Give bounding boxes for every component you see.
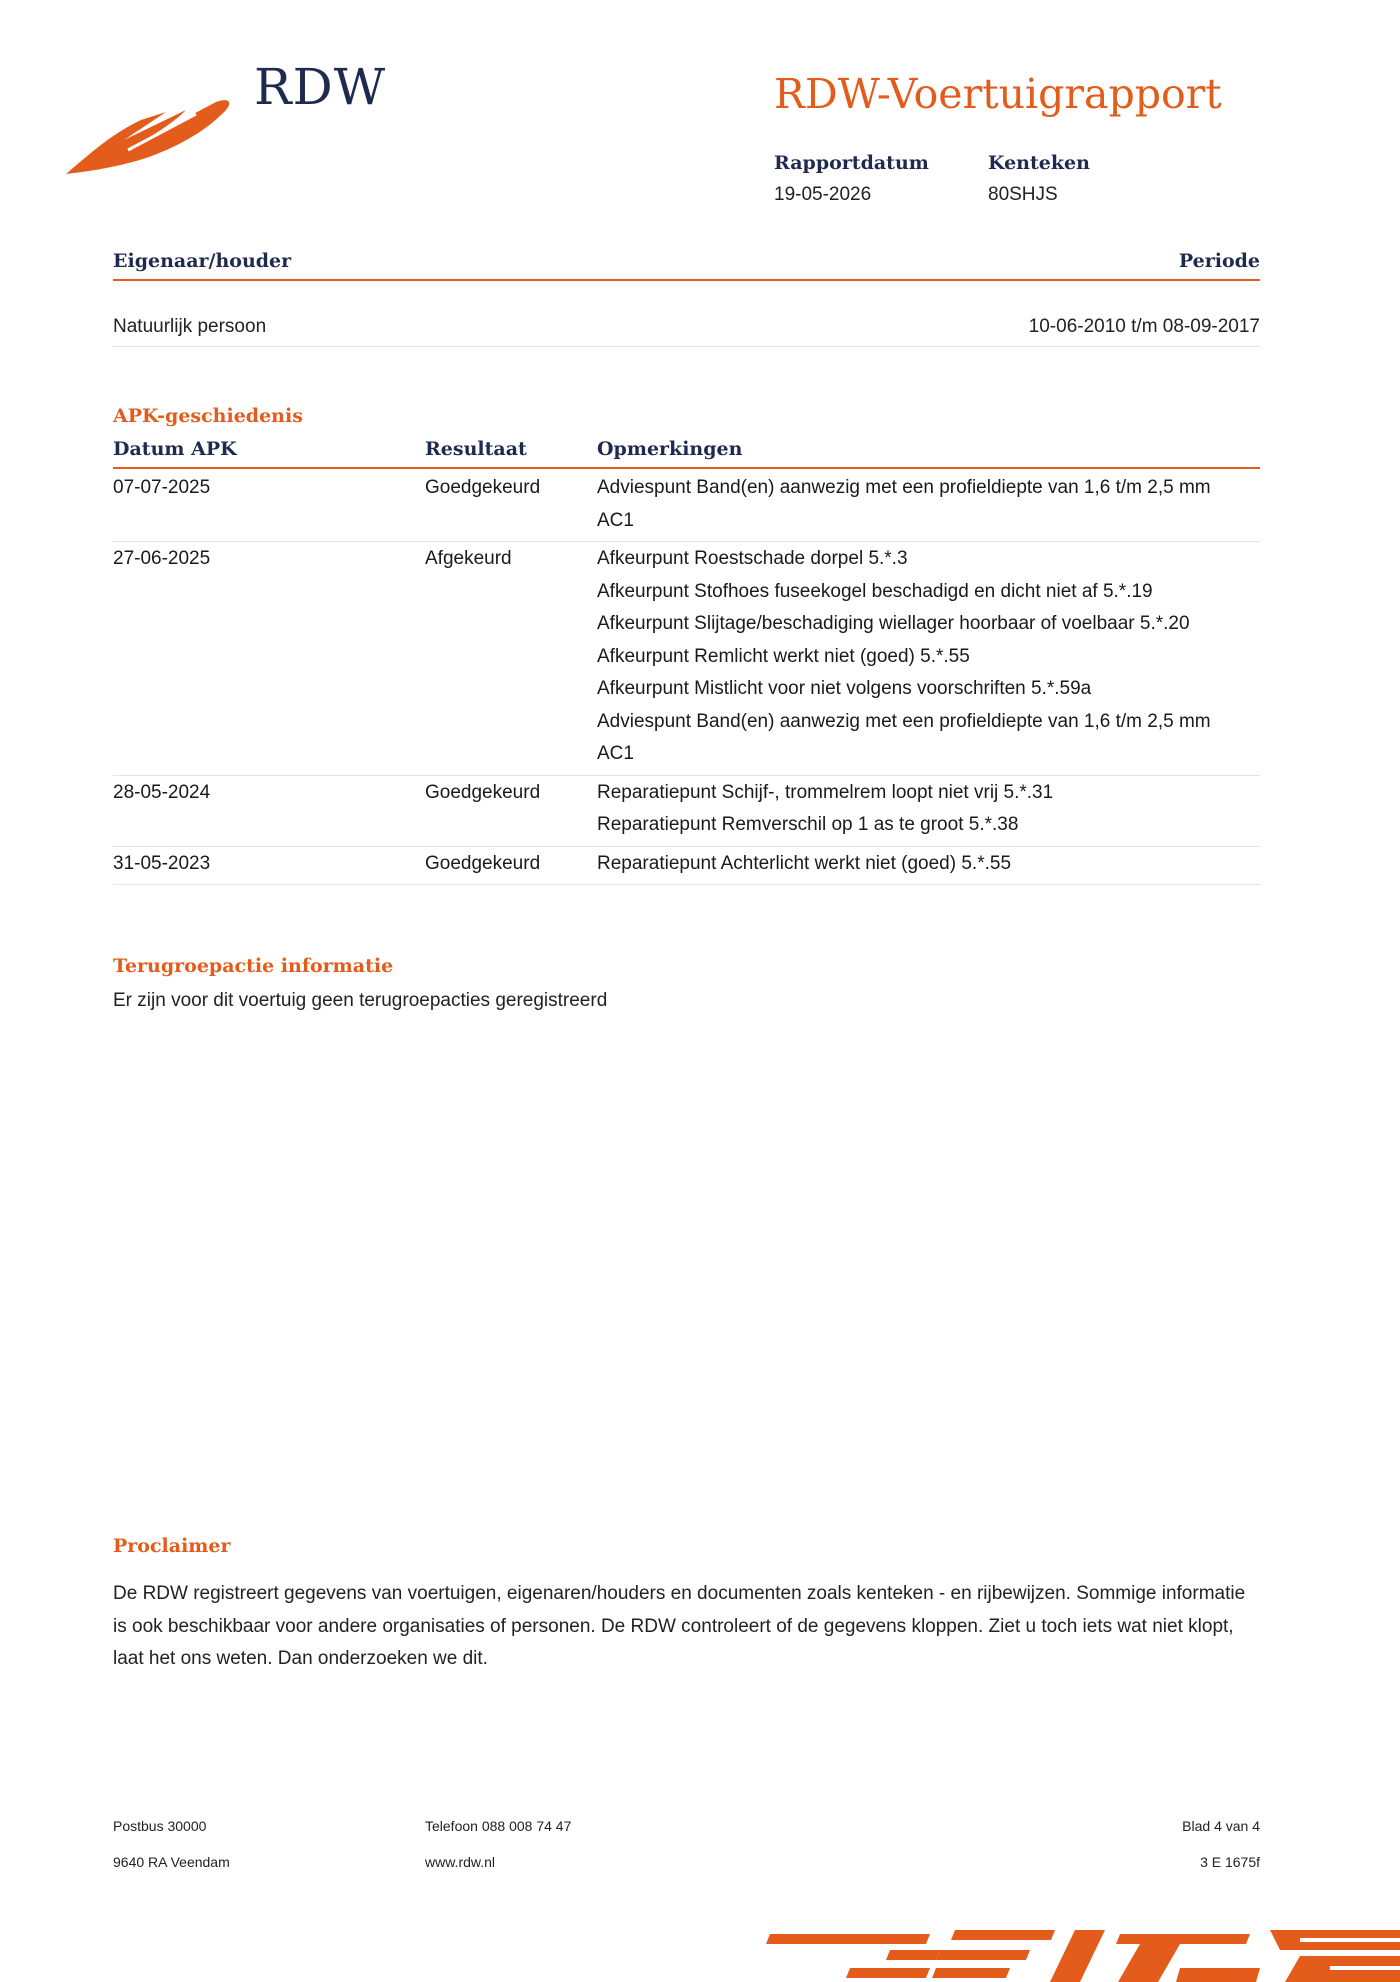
apk-remarks-cell <box>597 472 1260 537</box>
owner-value: Natuurlijk persoon <box>113 316 267 337</box>
apk-remark: Reparatiepunt Schijf-, trommelrem loopt niet vrij 5.*.31 <box>597 781 1054 803</box>
table-row <box>113 542 1260 776</box>
footer-page-number: Blad 4 van 4 <box>1182 1818 1260 1834</box>
footer-document-code: 3 E 1675f <box>1200 1854 1260 1870</box>
apk-remark: Reparatiepunt Remverschil op 1 as te groot 5.*.38 <box>597 814 1019 835</box>
apk-remarks-cell <box>597 777 1260 842</box>
recall-text: Er zijn voor dit voertuig geen terugroepacties geregistreerd <box>113 990 608 1011</box>
report-date-label: Rapportdatum <box>774 152 929 174</box>
decorative-stripes-icon <box>740 1920 1400 1982</box>
table-row <box>113 776 1260 847</box>
apk-remark: Afkeurpunt Remlicht werkt niet (goed) 5.*.55 <box>597 645 970 667</box>
footer-phone: Telefoon 088 008 74 47 <box>425 1818 572 1834</box>
apk-remark: Afkeurpunt Mistlicht voor niet volgens voorschriften 5.*.59a <box>597 678 1092 699</box>
report-date-value: 19-05-2026 <box>774 184 872 205</box>
footer-website[interactable]: www.rdw.nl <box>425 1854 496 1870</box>
report-title: RDW-Voertuigrapport <box>774 70 1222 118</box>
apk-column-remarks: Opmerkingen <box>597 438 743 460</box>
apk-table <box>113 471 1260 885</box>
recall-section-title: Terugroepactie informatie <box>113 955 394 977</box>
apk-result-cell: Goedgekeurd <box>425 781 541 803</box>
apk-result-cell: Goedgekeurd <box>425 852 541 874</box>
period-value: 10-06-2010 t/m 08-09-2017 <box>1028 316 1260 337</box>
apk-remark: Afkeurpunt Stofhoes fuseekogel beschadigd en dicht niet af 5.*.19 <box>597 580 1153 602</box>
table-row <box>113 471 1260 542</box>
logo-text: RDW <box>254 58 387 116</box>
apk-remark: Reparatiepunt Achterlicht werkt niet (goed) 5.*.55 <box>597 852 1012 874</box>
apk-remarks-cell <box>597 848 1260 881</box>
apk-date-cell: 27-06-2025 <box>113 548 211 569</box>
owner-column-header: Eigenaar/houder <box>113 250 292 272</box>
plate-label: Kenteken <box>988 152 1090 174</box>
apk-remark: Adviespunt Band(en) aanwezig met een profieldiepte van 1,6 t/m 2,5 mm AC1 <box>597 477 1211 531</box>
owner-row-divider <box>113 346 1260 347</box>
table-row <box>113 847 1260 886</box>
apk-column-result: Resultaat <box>425 438 527 460</box>
period-column-header: Periode <box>1178 250 1260 272</box>
apk-date-cell: 31-05-2023 <box>113 852 211 874</box>
apk-result-cell: Afgekeurd <box>425 548 512 569</box>
apk-remark: Adviespunt Band(en) aanwezig met een profieldiepte van 1,6 t/m 2,5 mm AC1 <box>597 710 1211 764</box>
owner-header-divider <box>113 279 1260 281</box>
proclaimer-section-title: Proclaimer <box>113 1535 231 1557</box>
proclaimer-text: De RDW registreert gegevens van voertuigen, eigenaren/houders en documenten zoals kenteken - en rijbewijzen. Sommige informatie is ook beschikbaar voor andere organisaties of personen. De RDW controleert of de gegevens kloppen. Ziet u toch iets wat niet klopt, laat het ons weten. Dan onderzoeken we dit. <box>113 1583 1246 1669</box>
apk-remarks-cell <box>597 543 1260 771</box>
apk-column-date: Datum APK <box>113 438 237 460</box>
footer-address-line1: Postbus 30000 <box>113 1818 207 1834</box>
apk-remark: Afkeurpunt Slijtage/beschadiging wiellager hoorbaar of voelbaar 5.*.20 <box>597 613 1190 634</box>
footer-address-line2: 9640 RA Veendam <box>113 1854 230 1870</box>
apk-section-title: APK-geschiedenis <box>113 405 303 427</box>
apk-remark: Afkeurpunt Roestschade dorpel 5.*.3 <box>597 548 908 569</box>
apk-header-divider <box>113 467 1260 469</box>
apk-date-cell: 28-05-2024 <box>113 781 211 803</box>
apk-result-cell: Goedgekeurd <box>425 477 541 498</box>
apk-date-cell: 07-07-2025 <box>113 477 211 498</box>
plate-value: 80SHJS <box>988 184 1058 205</box>
